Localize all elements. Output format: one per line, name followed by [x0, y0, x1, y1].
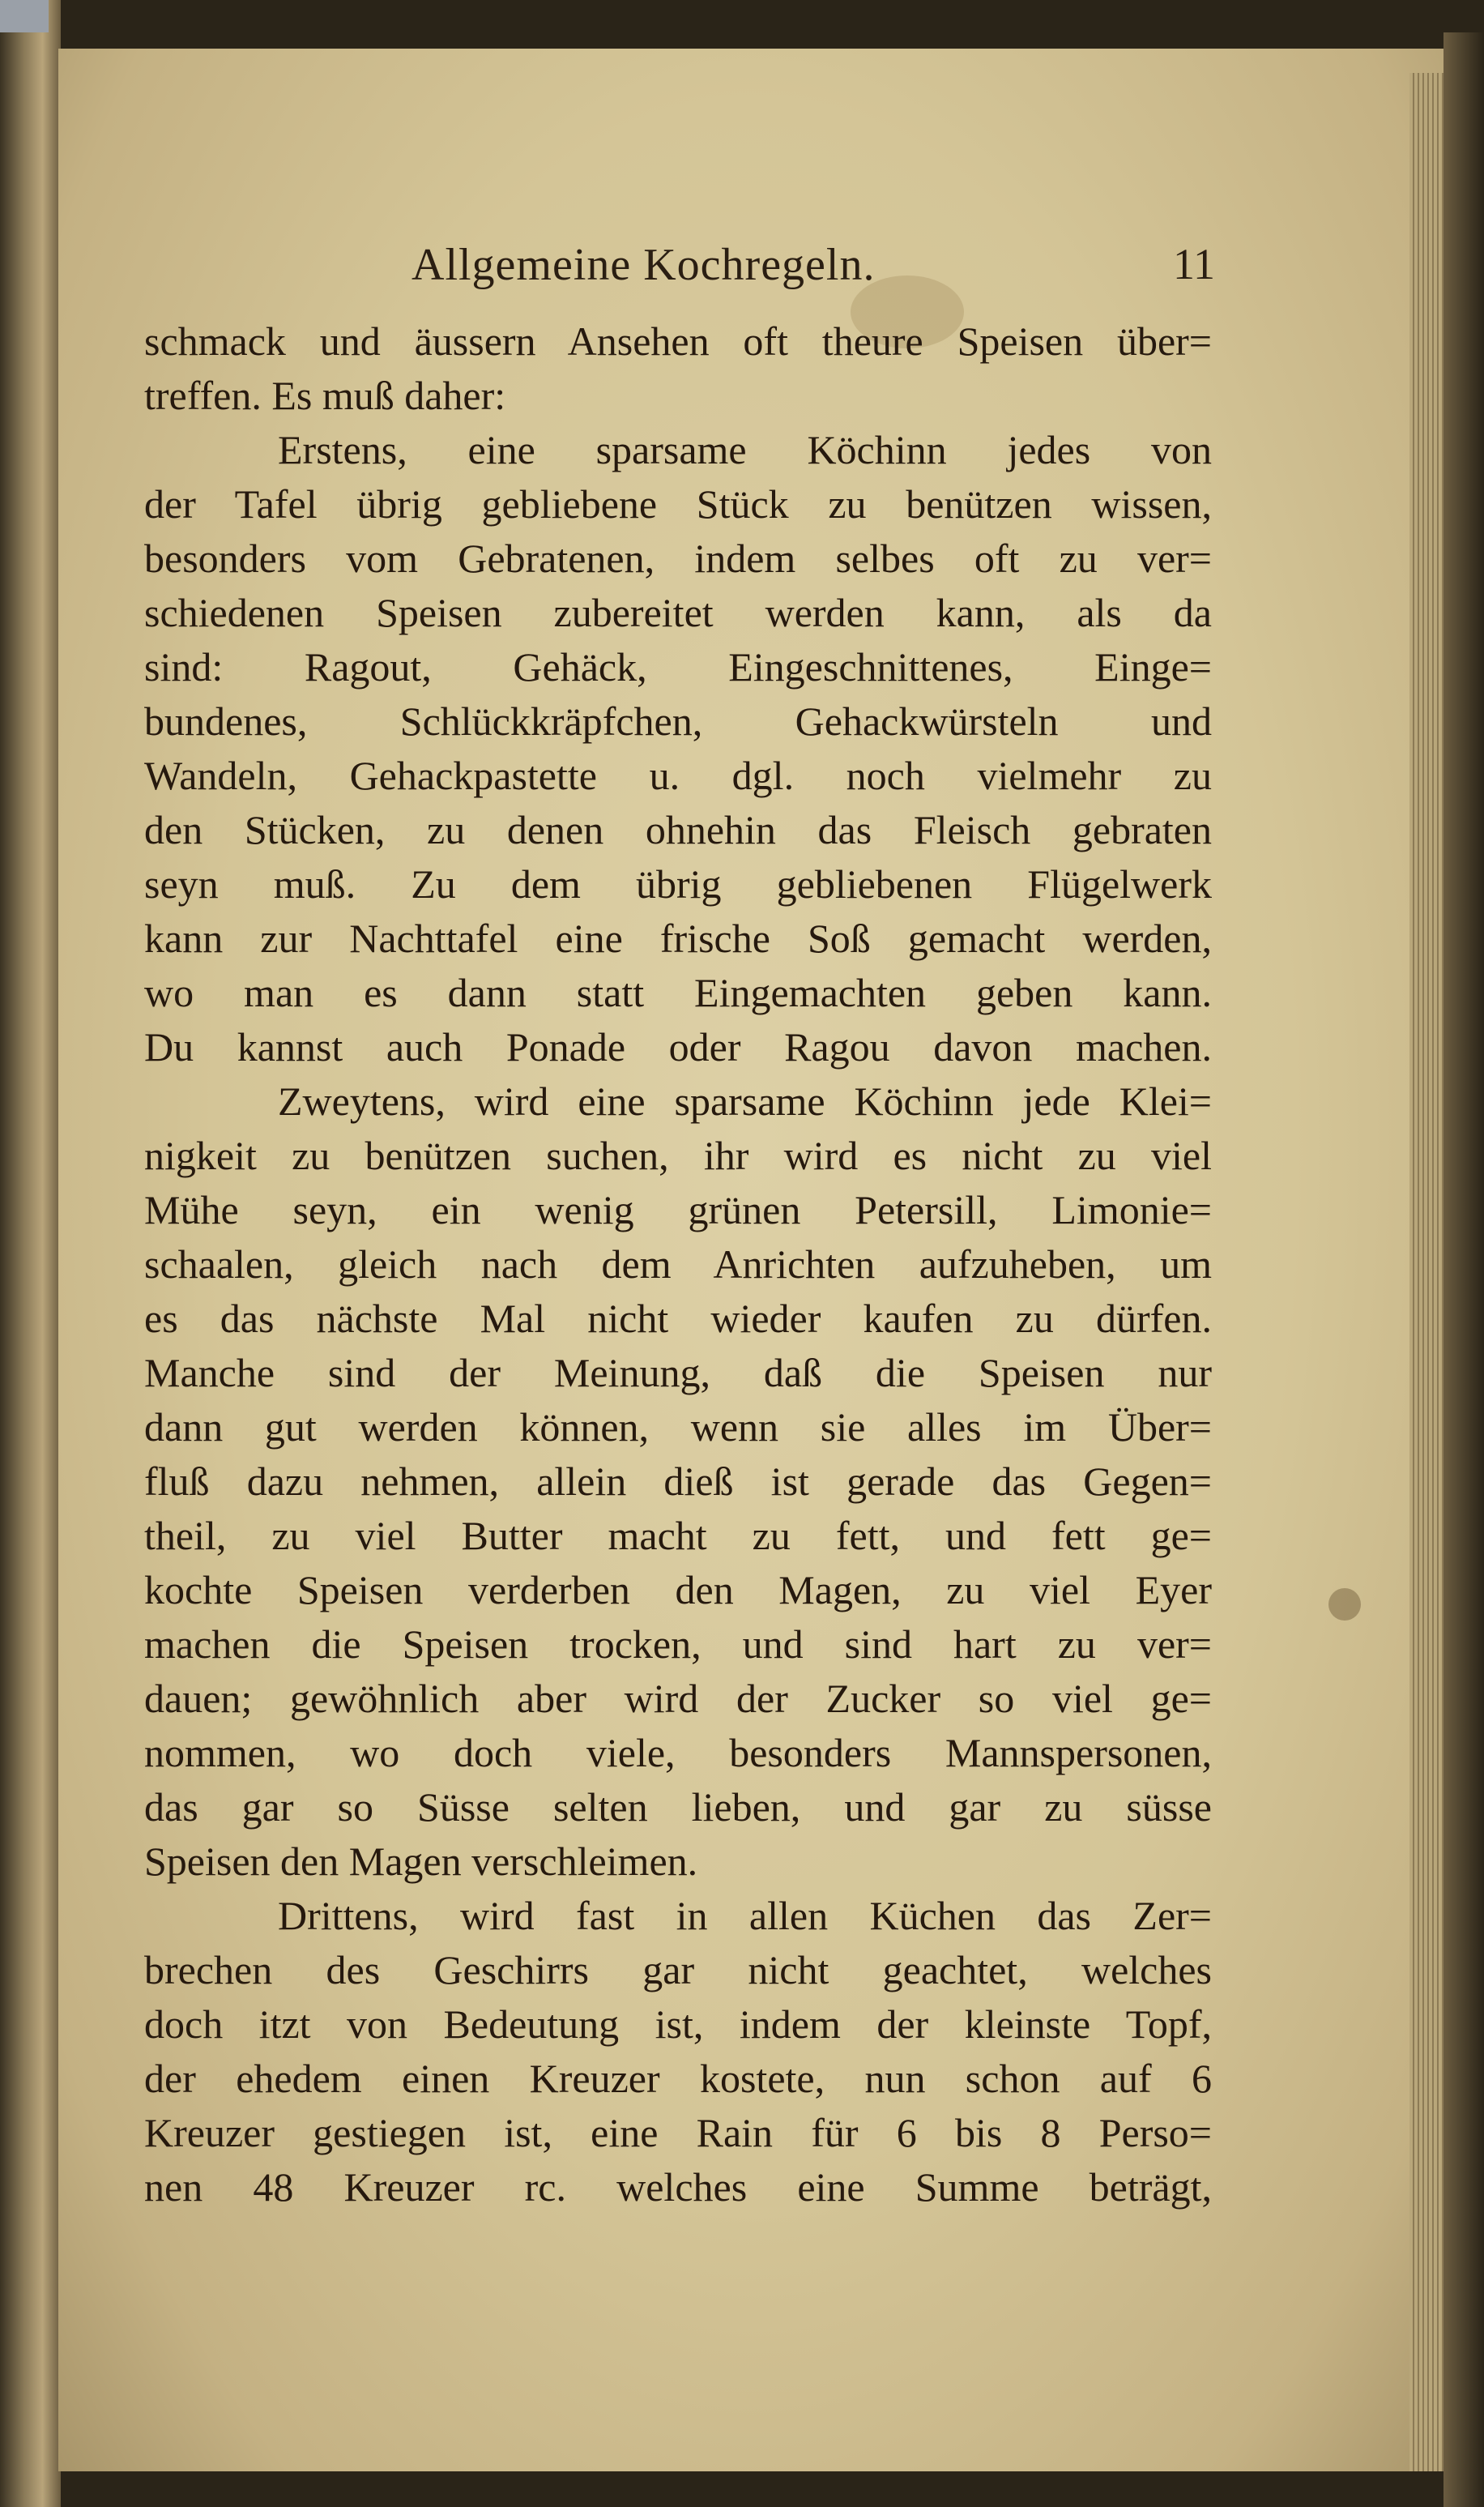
- text-line: Speisen den Magen verschleimen.: [144, 1839, 698, 1884]
- text-line: besonders vom Gebratenen, indem selbes oft zu ver=: [144, 536, 1212, 581]
- text-line: wo man es dann statt Eingemachten geben kann.: [144, 970, 1212, 1015]
- text-line: Wandeln, Gehackpastette u. dgl. noch vielmehr zu: [144, 753, 1212, 798]
- text-line: kochte Speisen verderben den Magen, zu viel Eyer: [144, 1567, 1212, 1612]
- text-line: Zweytens, wird eine sparsame Köchinn jede Klei=: [278, 1078, 1212, 1124]
- text-line: dann gut werden können, wenn sie alles im Über=: [144, 1404, 1212, 1450]
- text-line: sind: Ragout, Gehäck, Eingeschnittenes, Einge=: [144, 644, 1212, 690]
- page-number: 11: [1173, 240, 1215, 288]
- running-header: [144, 239, 1215, 296]
- text-line: treffen. Es muß daher:: [144, 373, 506, 418]
- text-line: Kreuzer gestiegen ist, eine Rain für 6 bis 8 Perso=: [144, 2110, 1212, 2155]
- text-line: theil, zu viel Butter macht zu fett, und fett ge=: [144, 1513, 1212, 1558]
- text-line: schaalen, gleich nach dem Anrichten aufzuheben, um: [144, 1241, 1212, 1287]
- text-line: nommen, wo doch viele, besonders Mannspersonen,: [144, 1730, 1212, 1775]
- book-binding-left: [0, 0, 61, 2507]
- scan-edge-strip: [0, 0, 49, 32]
- text-line: der ehedem einen Kreuzer kostete, nun schon auf 6: [144, 2056, 1212, 2101]
- paper-spot: [1328, 1588, 1361, 1621]
- text-line: dauen; gewöhnlich aber wird der Zucker so viel ge=: [144, 1676, 1212, 1721]
- text-line: es das nächste Mal nicht wieder kaufen zu dürfen.: [144, 1296, 1212, 1341]
- text-line: nigkeit zu benützen suchen, ihr wird es nicht zu viel: [144, 1133, 1212, 1178]
- text-line: Erstens, eine sparsame Köchinn jedes von: [278, 427, 1212, 472]
- text-line: schiedenen Speisen zubereitet werden kann, als da: [144, 590, 1212, 635]
- text-line: den Stücken, zu denen ohnehin das Fleisch gebraten: [144, 807, 1212, 852]
- text-line: Drittens, wird fast in allen Küchen das Zer=: [278, 1893, 1212, 1938]
- text-line: seyn muß. Zu dem übrig gebliebenen Flügelwerk: [144, 861, 1212, 907]
- text-line: bundenes, Schlückkräpfchen, Gehackwürsteln und: [144, 698, 1212, 744]
- text-line: doch itzt von Bedeutung ist, indem der kleinste Topf,: [144, 2001, 1212, 2047]
- text-line: kann zur Nachttafel eine frische Soß gemacht werden,: [144, 916, 1212, 961]
- text-line: der Tafel übrig gebliebene Stück zu benützen wissen,: [144, 481, 1212, 527]
- text-line: schmack und äussern Ansehen oft theure Speisen über=: [144, 318, 1212, 364]
- text-line: machen die Speisen trocken, und sind hart zu ver=: [144, 1621, 1212, 1667]
- text-line: fluß dazu nehmen, allein dieß ist gerade das Gegen=: [144, 1459, 1212, 1504]
- text-line: das gar so Süsse selten lieben, und gar zu süsse: [144, 1784, 1212, 1830]
- text-line: brechen des Geschirrs gar nicht geachtet, welches: [144, 1947, 1212, 1992]
- text-line: Mühe seyn, ein wenig grünen Petersill, Limonie=: [144, 1187, 1212, 1232]
- running-title: Allgemeine Kochregeln.: [412, 240, 876, 290]
- text-line: Du kannst auch Ponade oder Ragou davon machen.: [144, 1024, 1212, 1070]
- text-line: Manche sind der Meinung, daß die Speisen nur: [144, 1350, 1212, 1395]
- body-text: [144, 314, 1212, 2214]
- book-cover-right: [1443, 32, 1484, 2507]
- text-line: nen 48 Kreuzer rc. welches eine Summe beträgt,: [144, 2164, 1212, 2210]
